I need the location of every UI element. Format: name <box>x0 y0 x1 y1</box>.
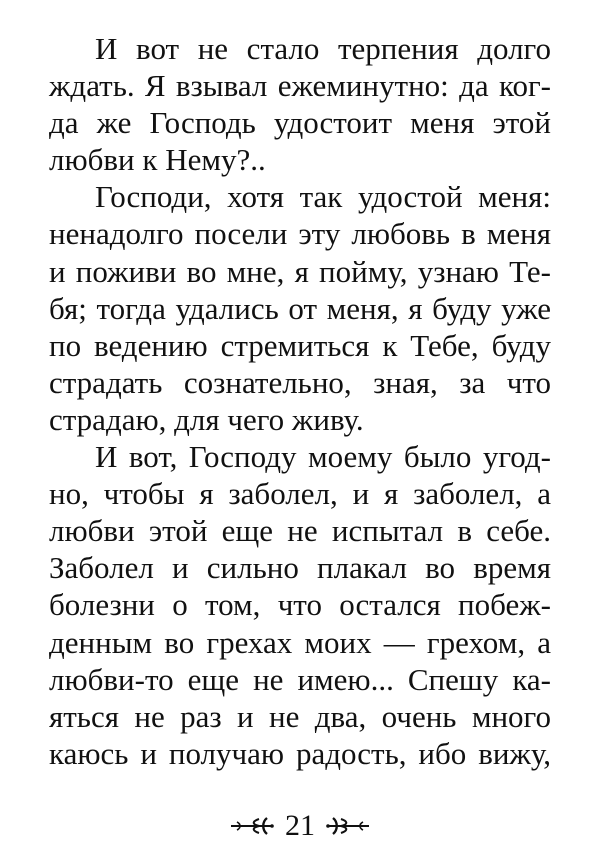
right-fleuron-icon <box>325 815 371 837</box>
text-line: любви этой еще не испытал в себе. <box>49 513 551 549</box>
text-line: ждать. Я взывал ежеминутно: да ког- <box>49 68 551 104</box>
text-line: любви-то еще не имею... Спешу ка- <box>49 661 551 697</box>
text-line: Заболел и сильно плакал во время <box>49 550 551 586</box>
text-line: болезни о том, что остался побеж- <box>49 587 551 623</box>
left-fleuron-icon <box>229 815 275 837</box>
text-line: бя; тогда удались от меня, я буду уже <box>49 290 551 326</box>
text-line: любви к Нему?.. <box>49 142 266 178</box>
text-line: но, чтобы я заболел, и я заболел, а <box>49 476 551 512</box>
text-line: денным во грехах моих — грехом, а <box>49 624 551 660</box>
text-line: и поживи во мне, я пойму, узнаю Те- <box>49 253 551 289</box>
text-line: страдать сознательно, зная, за что <box>49 364 551 400</box>
text-line: Господи, хотя так удостой меня: <box>95 179 551 215</box>
text-line: И вот не стало терпения долго <box>95 31 551 66</box>
text-line: да же Господь удостоит меня этой <box>49 105 551 141</box>
text-line: по ведению стремиться к Тебе, буду <box>49 327 551 363</box>
text-line: каюсь и получаю радость, ибо вижу, <box>49 735 551 771</box>
text-line: яться не раз и не два, очень много <box>49 698 551 734</box>
body-text <box>49 30 551 772</box>
text-line: И вот, Господу моему было угод- <box>95 439 551 475</box>
text-line: страдаю, для чего живу. <box>49 401 364 437</box>
page-footer <box>0 806 600 846</box>
page-number: 21 <box>285 809 315 842</box>
text-line: ненадолго посели эту любовь в меня <box>49 216 551 252</box>
